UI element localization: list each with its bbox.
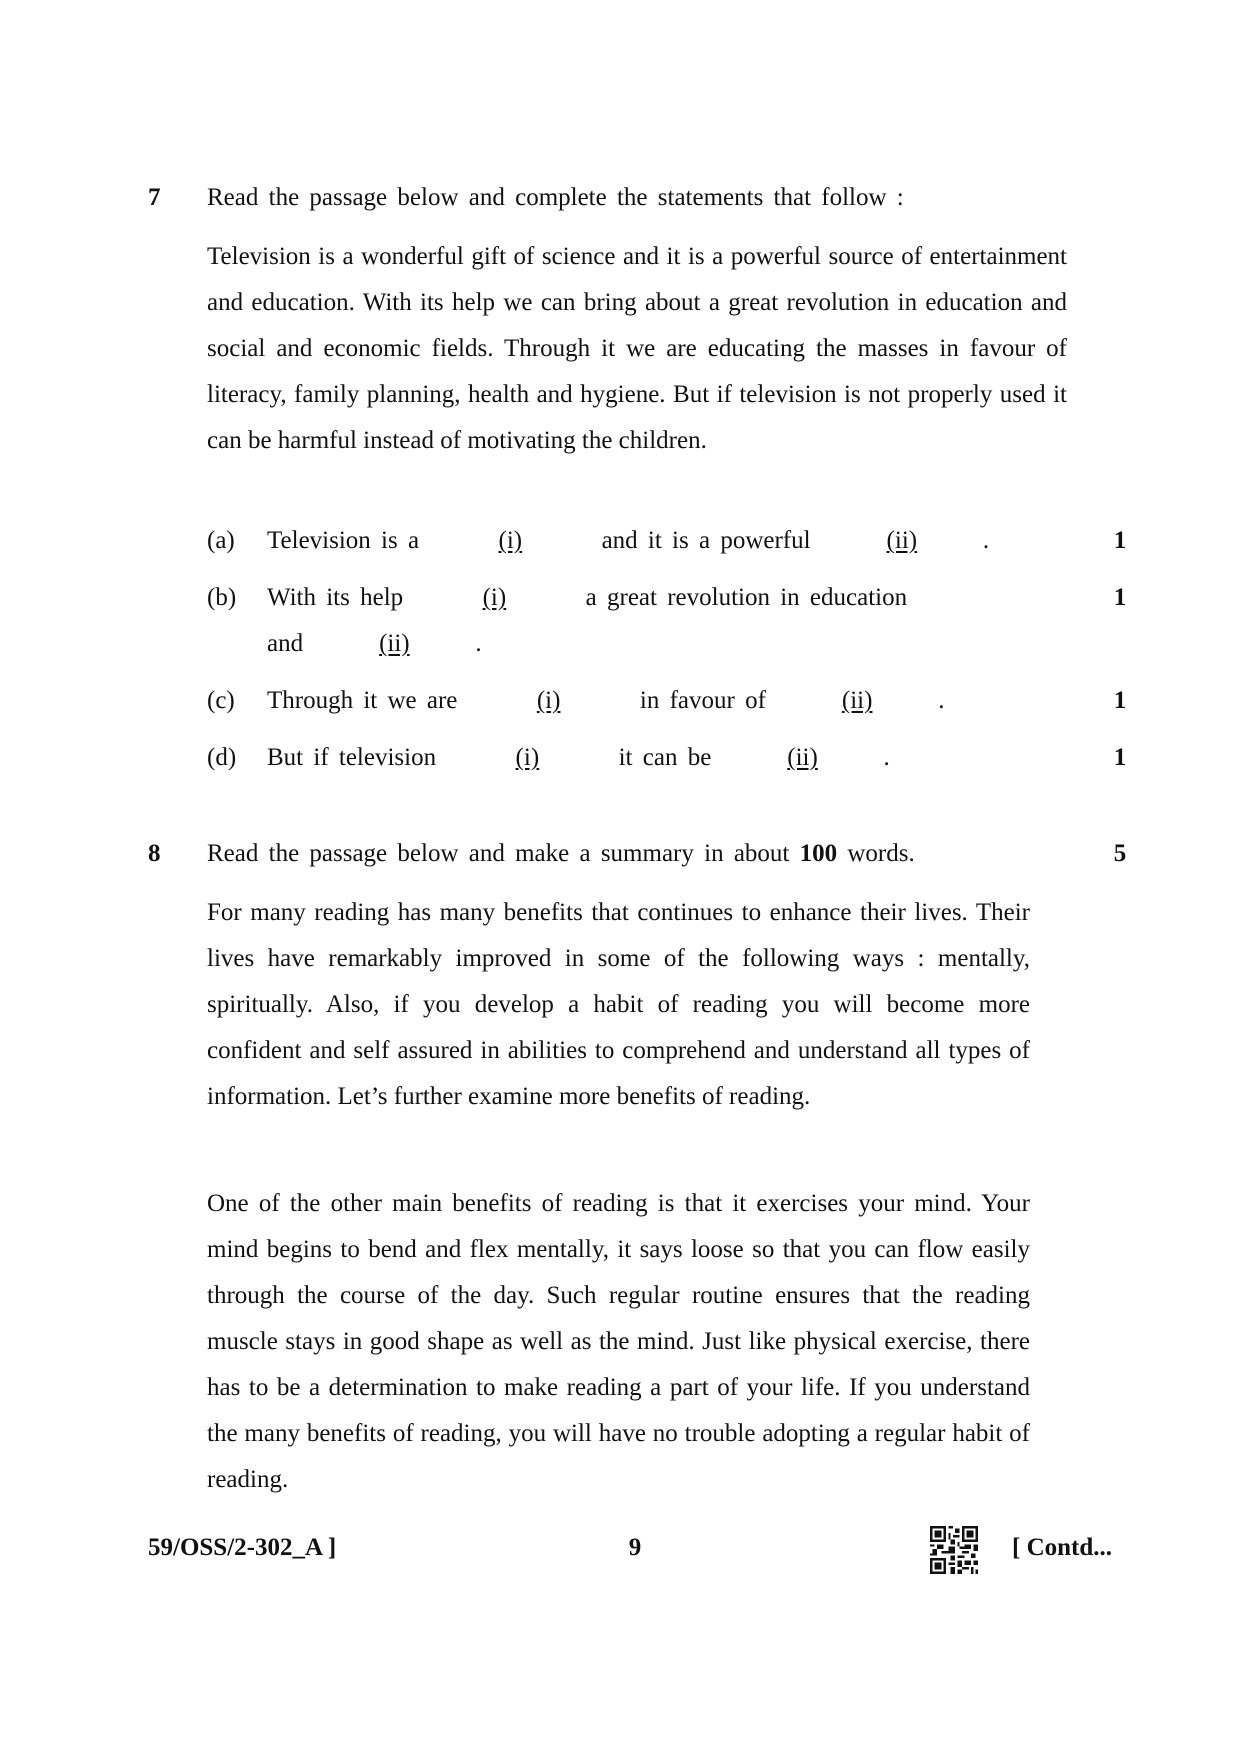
page-footer (0, 1534, 1240, 1574)
blank-i: (i) (515, 744, 540, 771)
marks: 1 (1113, 687, 1127, 714)
text-part: Read the passage below and make a summary in about (207, 840, 790, 867)
sub-label: (c) (207, 687, 235, 714)
sub-question-c (0, 687, 1240, 733)
sub-label: (d) (207, 744, 237, 771)
blank-ii: (ii) (787, 744, 818, 771)
word-limit: 100 (799, 840, 838, 867)
passage: Television is a wonderful gift of science and it is a powerful source of entertainment and education. With its help we can bring about a great revolution in education and social and economic fields. Through it we are educating the masses in favour of literacy, family planning, health and hygiene. But if television is not properly used it can be harmful instead of motivating the children. (207, 243, 1067, 454)
blank-ii: (ii) (841, 687, 873, 714)
text-part: words. (847, 840, 915, 867)
marks: 1 (1113, 584, 1127, 611)
sub-question-a (0, 527, 1240, 573)
sub-question-b (0, 584, 1240, 630)
blank-i: (i) (536, 687, 561, 714)
sub-text (267, 527, 989, 555)
passage-paragraph-1: For many reading has many benefits that continues to enhance their lives. Their lives have remarkably improved in some of the following ways : mentally, spiritually. Also, if you develop a habit of reading you will become more confident and self assured in abilities to comprehend and understand all types of information. Let’s further examine more benefits of reading. (207, 899, 1030, 1110)
sub-label: (b) (207, 584, 237, 611)
sub-question-d (0, 744, 1240, 790)
marks: 1 (1113, 527, 1127, 554)
text-part: in favour of (639, 687, 766, 714)
blank-i: (i) (482, 584, 507, 611)
question-number: 8 (148, 840, 161, 867)
text-part: it can be (618, 744, 712, 771)
continued-label: [ Contd... (1012, 1534, 1113, 1561)
paper-code: 59/OSS/2-302_A ] (148, 1534, 337, 1561)
sub-text (267, 630, 482, 658)
question-instruction: Read the passage below and complete the statements that follow : (207, 184, 904, 211)
question-instruction (207, 840, 915, 868)
text-part: a great revolution in education (585, 584, 908, 611)
text-part: Through it we are (267, 687, 458, 714)
text-end: . (938, 687, 945, 714)
passage-paragraph-2: One of the other main benefits of reading is that it exercises your mind. Your mind begins to bend and flex mentally, it says loose so that you can flow easily through the course of the day. Such regular routine ensures that the reading muscle stays in good shape as well as the mind. Just like physical exercise, there has to be a determination to make reading a part of your life. If you understand the many benefits of reading, you will have no trouble adopting a regular habit of reading. (207, 1190, 1030, 1493)
sub-question-b-continued (0, 630, 1240, 676)
question-number: 7 (148, 184, 161, 211)
marks: 5 (1113, 840, 1127, 867)
text-part: But if television (267, 744, 437, 771)
text-part: and it is a powerful (601, 527, 811, 554)
blank-ii: (ii) (379, 630, 410, 657)
blank-ii: (ii) (886, 527, 918, 554)
blank-i: (i) (498, 527, 523, 554)
sub-text (267, 584, 907, 612)
page-number: 9 (628, 1534, 642, 1561)
text-end: . (883, 744, 890, 771)
text-end: . (475, 630, 482, 657)
sub-text (267, 744, 890, 772)
sub-label: (a) (207, 527, 235, 554)
sub-text (267, 687, 944, 715)
text-end: . (982, 527, 990, 554)
marks: 1 (1113, 744, 1127, 771)
text-part: and (267, 630, 304, 657)
text-part: Television is a (267, 527, 420, 554)
qr-code-icon (930, 1526, 978, 1574)
text-part: With its help (267, 584, 404, 611)
